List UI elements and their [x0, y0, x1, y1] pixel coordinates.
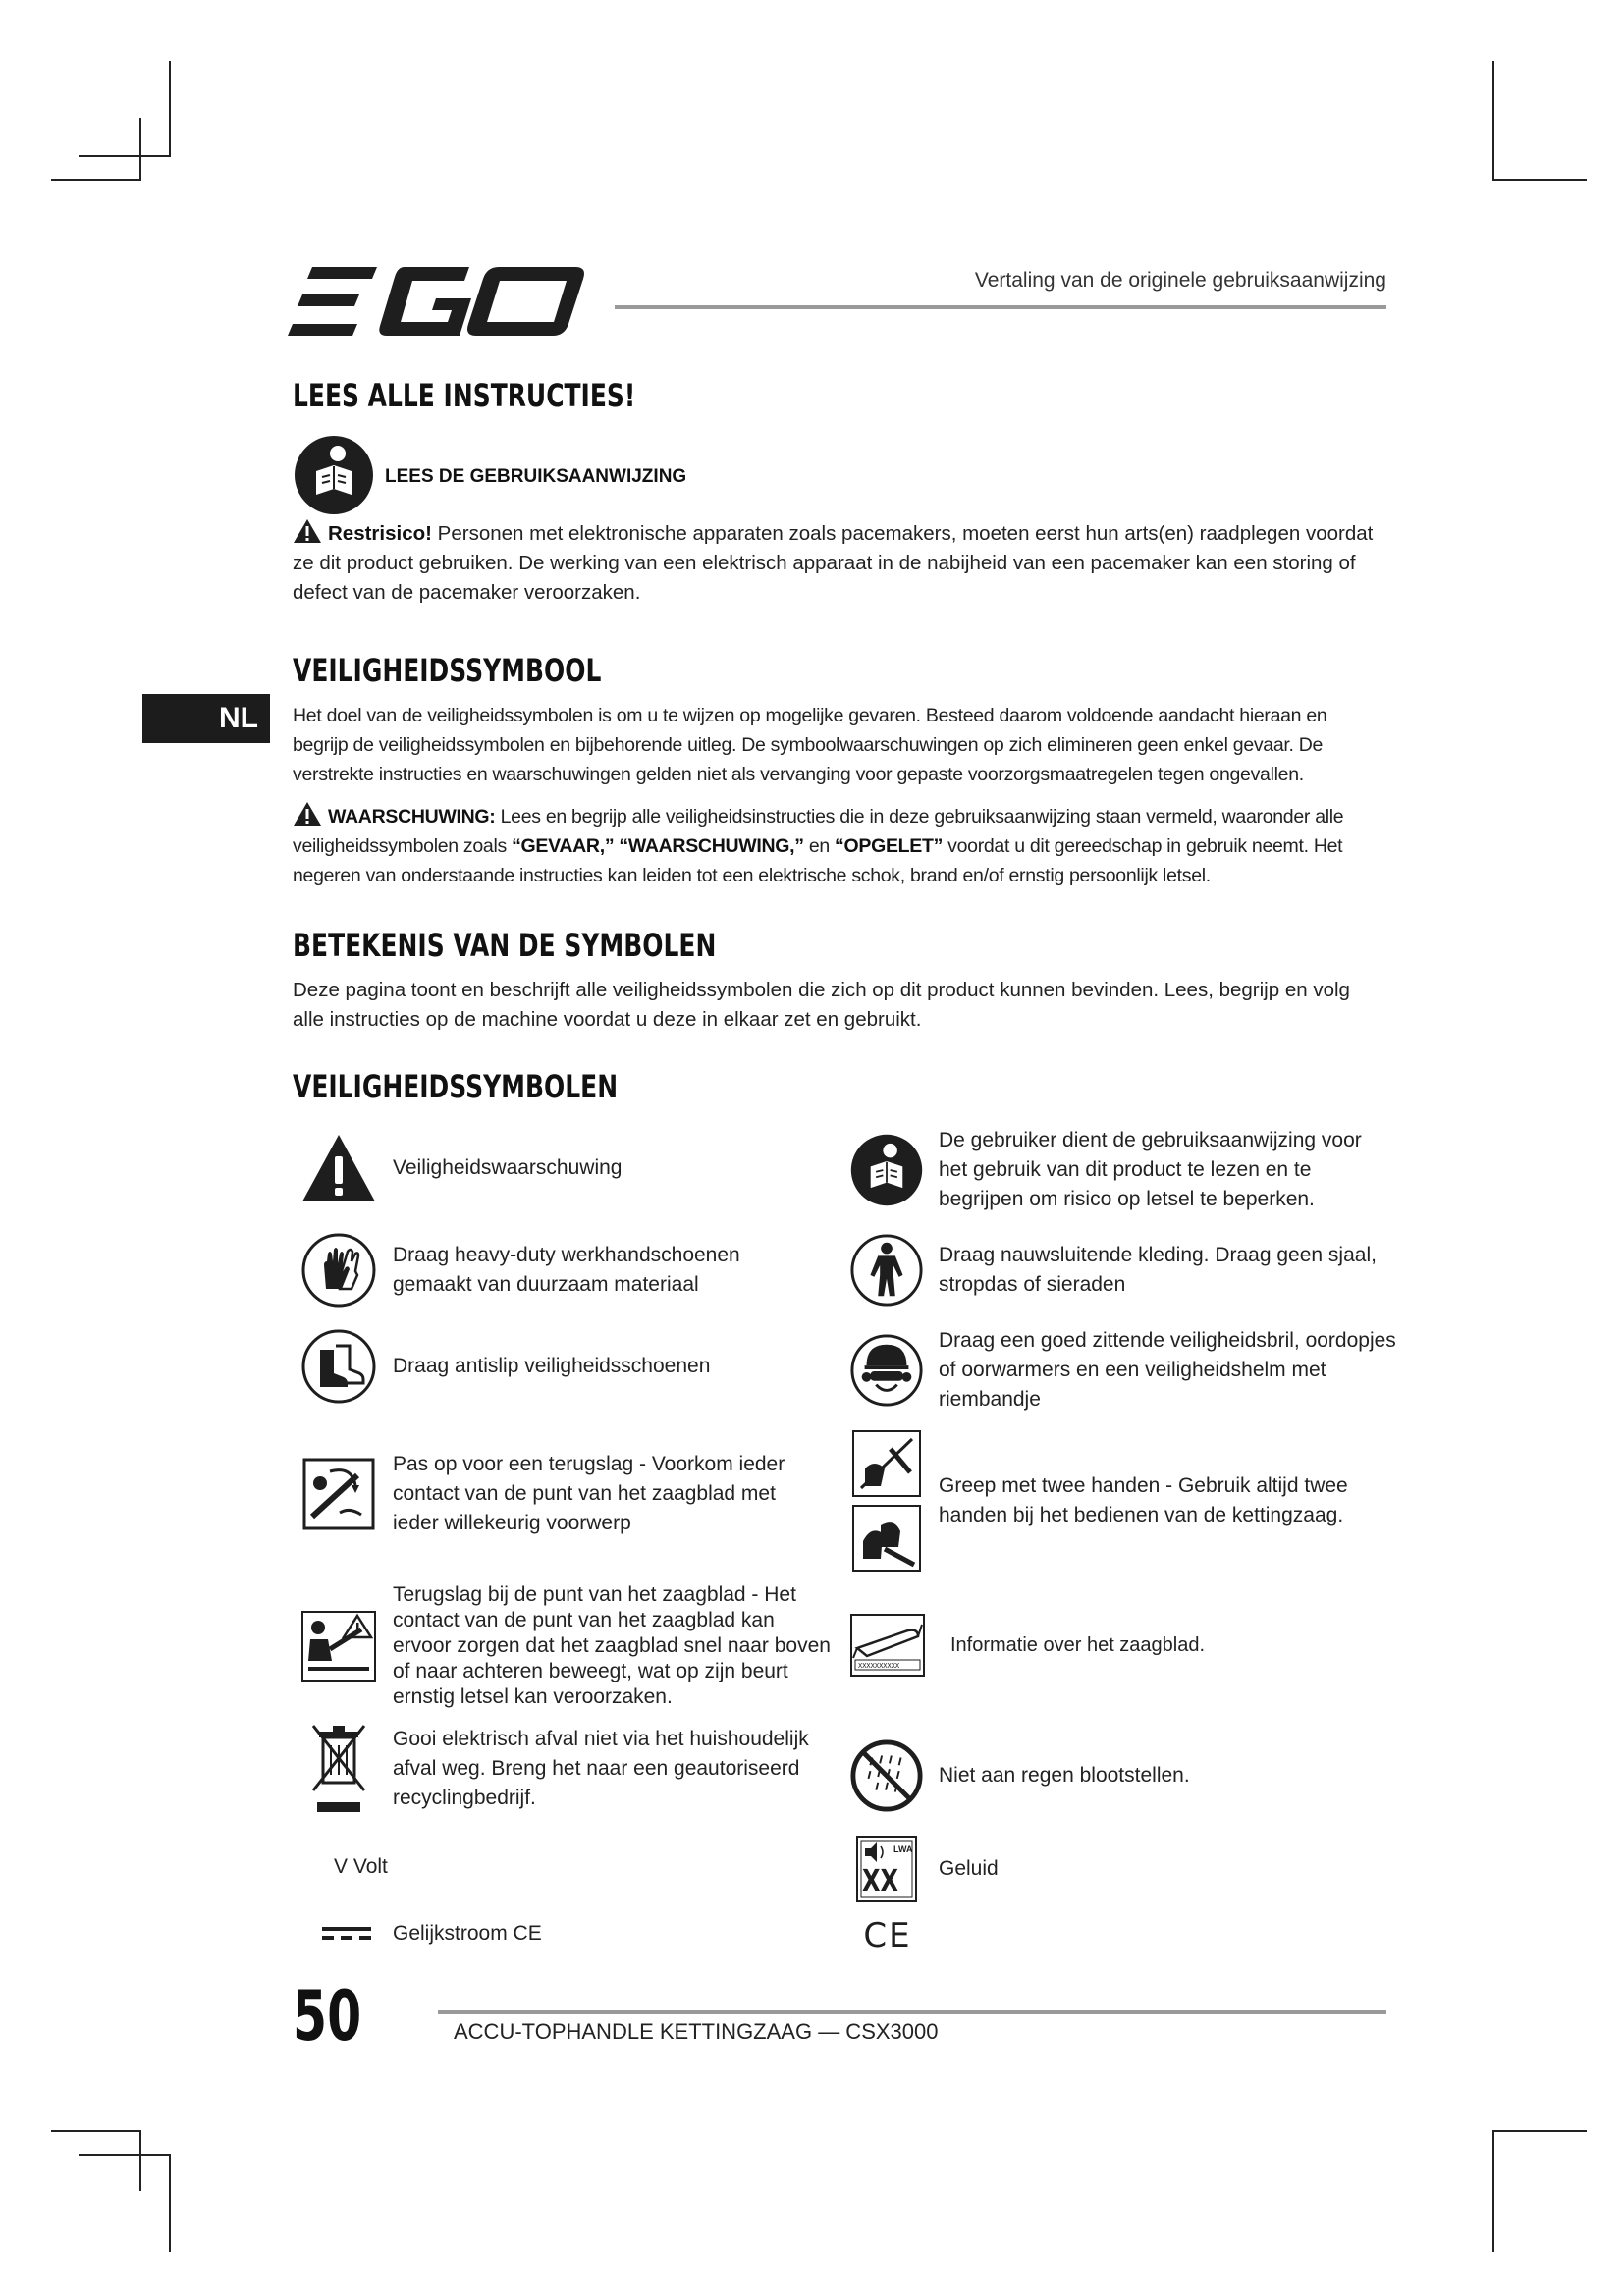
symbol-row-volt — [334, 1849, 628, 1885]
symbol-row — [858, 1914, 1055, 1957]
risk-label: Restrisico! — [328, 522, 432, 545]
no-rain-icon — [848, 1738, 925, 1813]
crop-mark — [79, 2154, 171, 2156]
symbol-text: Greep met twee handen - Gebruik altijd twee handen bij het bedienen van de kettingzaag. — [939, 1474, 1348, 1526]
language-tab: NL — [142, 694, 270, 743]
weee-bin-icon — [300, 1722, 377, 1816]
symbol-row — [848, 1427, 1398, 1575]
warning-text: Lees en begrijp alle veiligheidsinstructies die in deze gebruiksaanwijzing staan vermeld, waaronder alle veiligheidssymbolen zoals — [293, 806, 1344, 857]
two-hands-icon — [848, 1429, 925, 1573]
section-title-symbols: VEILIGHEIDSSYMBOLEN — [293, 1068, 619, 1105]
crop-mark — [169, 61, 171, 157]
symbol-row — [300, 1327, 831, 1406]
page-number: 50 — [293, 1976, 362, 2056]
crop-mark — [139, 118, 141, 181]
warning-text: en — [803, 835, 836, 857]
symbol-text: Gelijkstroom CE — [393, 1922, 542, 1945]
symbol-text: Draag heavy-duty werkhandschoenen gemaakt van duurzaam materiaal — [393, 1244, 740, 1296]
symbol-row — [316, 1914, 709, 1953]
read-manual-row — [293, 436, 686, 518]
footer-product: ACCU-TOPHANDLE KETTINGZAAG — CSX3000 — [454, 2019, 939, 2044]
symbol-row — [848, 1606, 1398, 1684]
crop-mark — [51, 2130, 141, 2132]
symbol-text: Informatie over het zaagblad. — [950, 1634, 1206, 1656]
kickback-tip-icon — [300, 1610, 377, 1682]
sound-unit: LWA — [893, 1844, 913, 1854]
crop-mark — [1492, 2130, 1587, 2132]
symbol-row — [300, 1445, 831, 1543]
symbol-text: Gooi elektrisch afval niet via het huishoudelijk afval weg. Breng het naar een geautoriseerd recyclingbedrijf. — [393, 1728, 809, 1809]
symbol-text: De gebruiker dient de gebruiksaanwijzing voor het gebruik van dit product te lezen en te begrijpen om risico op letsel te beperken. — [939, 1129, 1362, 1210]
symbol-row — [300, 1131, 831, 1205]
crop-mark — [139, 2130, 141, 2191]
dc-current-icon — [316, 1924, 377, 1944]
read-manual-icon — [293, 434, 375, 521]
symbol-row — [300, 1720, 831, 1818]
tight-clothing-icon — [848, 1233, 925, 1308]
crop-mark — [51, 179, 141, 181]
bar-code-label: XXXXXXXXXX — [858, 1662, 900, 1670]
risk-text: Personen met elektronische apparaten zoals pacemakers, moeten eerst hun arts(en) raadplegen voordat ze dit product gebruiken. De werking van een elektrisch apparaat in de nabijheid van een pacemaker kan een storing of defect van de pacemaker veroorzaken. — [293, 522, 1374, 604]
symbol-row — [848, 1735, 1398, 1816]
sound-value: XX — [862, 1864, 899, 1898]
sound-level-icon — [848, 1835, 925, 1903]
symbol-text: Draag nauwsluitende kleding. Draag geen sjaal, stropdas of sieraden — [939, 1244, 1377, 1296]
warning-keywords: “GEVAAR,” “WAARSCHUWING,” — [512, 835, 804, 857]
symbol-text: V Volt — [334, 1855, 388, 1878]
symbol-row — [848, 1832, 1398, 1906]
kickback-icon — [300, 1456, 377, 1532]
gloves-icon — [300, 1232, 377, 1308]
safety-symbol-intro: Het doel van de veiligheidssymbolen is om u te wijzen op mogelijke gevaren. Besteed daarom voldoende aandacht hieraan en begrijp de veiligheidssymbolen en bijbehorende uitleg. De symboolwaarschuwingen op zich elimineren geen enkel gevaar. De verstrekte instructies en waarschuwingen gelden niet als vervanging voor gepaste voorzorgsmaatregelen tegen ongevallen. — [293, 705, 1327, 785]
ego-logo — [287, 267, 591, 338]
warning-triangle-icon — [293, 801, 322, 827]
section-title-read-all: LEES ALLE INSTRUCTIES! — [293, 377, 636, 414]
read-manual-label: LEES DE GEBRUIKSAANWIJZING — [385, 466, 687, 487]
read-manual-icon — [848, 1133, 925, 1207]
symbol-row — [848, 1323, 1398, 1417]
warning-keywords: “OPGELET” — [835, 835, 944, 857]
ce-mark-icon: CE — [863, 1916, 912, 1955]
symbol-text: Veiligheidswaarschuwing — [393, 1156, 623, 1179]
safety-boots-icon — [300, 1328, 377, 1405]
crop-mark — [1492, 2130, 1494, 2252]
crop-mark — [1492, 179, 1587, 181]
translation-note: Vertaling van de originele gebruiksaanwijzing — [974, 269, 1386, 292]
symbol-text: Draag antislip veiligheidsschoenen — [393, 1355, 711, 1377]
symbol-text: Pas op voor een terugslag - Voorkom ieder contact van de punt van het zaagblad met ieder willekeurig voorwerp — [393, 1453, 785, 1534]
footer-rule — [438, 2010, 1386, 2014]
symbol-text: Geluid — [939, 1857, 999, 1880]
symbol-row — [848, 1123, 1398, 1217]
symbol-text: Draag een goed zittende veiligheidsbril, oordopjes of oorwarmers en een veiligheidshelm met riembandje — [939, 1329, 1396, 1411]
warning-paragraph — [293, 801, 1386, 890]
symbol-text: Terugslag bij de punt van het zaagblad - Het contact van de punt van het zaagblad kan ervoor zorgen dat het zaagblad snel naar boven of naar achteren beweegt, wat op zijn beurt ernstig letsel kan veroorzaken. — [393, 1583, 831, 1708]
meaning-paragraph: Deze pagina toont en beschrijft alle veiligheidssymbolen die zich op dit product kunnen bevinden. Lees, begrijp en volg alle instructies op de machine voordat u deze in elkaar zet en gebruikt. — [293, 979, 1350, 1031]
symbol-row — [300, 1582, 831, 1710]
risk-paragraph — [293, 518, 1386, 608]
warning-label: WAARSCHUWING: — [328, 806, 496, 828]
symbol-row — [300, 1231, 831, 1309]
section-title-meaning: BETEKENIS VAN DE SYMBOLEN — [293, 927, 717, 964]
warning-triangle-icon — [300, 1133, 377, 1203]
eye-ear-head-protection-icon — [848, 1333, 925, 1408]
crop-mark — [1492, 61, 1494, 179]
section-title-safety-symbol: VEILIGHEIDSSYMBOOL — [293, 652, 602, 689]
crop-mark — [79, 155, 171, 157]
bar-info-icon — [848, 1613, 927, 1678]
warning-triangle-icon — [293, 518, 322, 544]
header-rule — [615, 305, 1386, 309]
symbol-text: Niet aan regen blootstellen. — [939, 1764, 1190, 1787]
crop-mark — [169, 2154, 171, 2252]
warning-text: voordat u dit gereedschap in gebruik neemt. Het negeren van onderstaande instructies kan leiden tot een elektrische schok, brand en/of ernstig persoonlijk letsel. — [293, 835, 1343, 886]
symbol-row — [848, 1231, 1398, 1309]
